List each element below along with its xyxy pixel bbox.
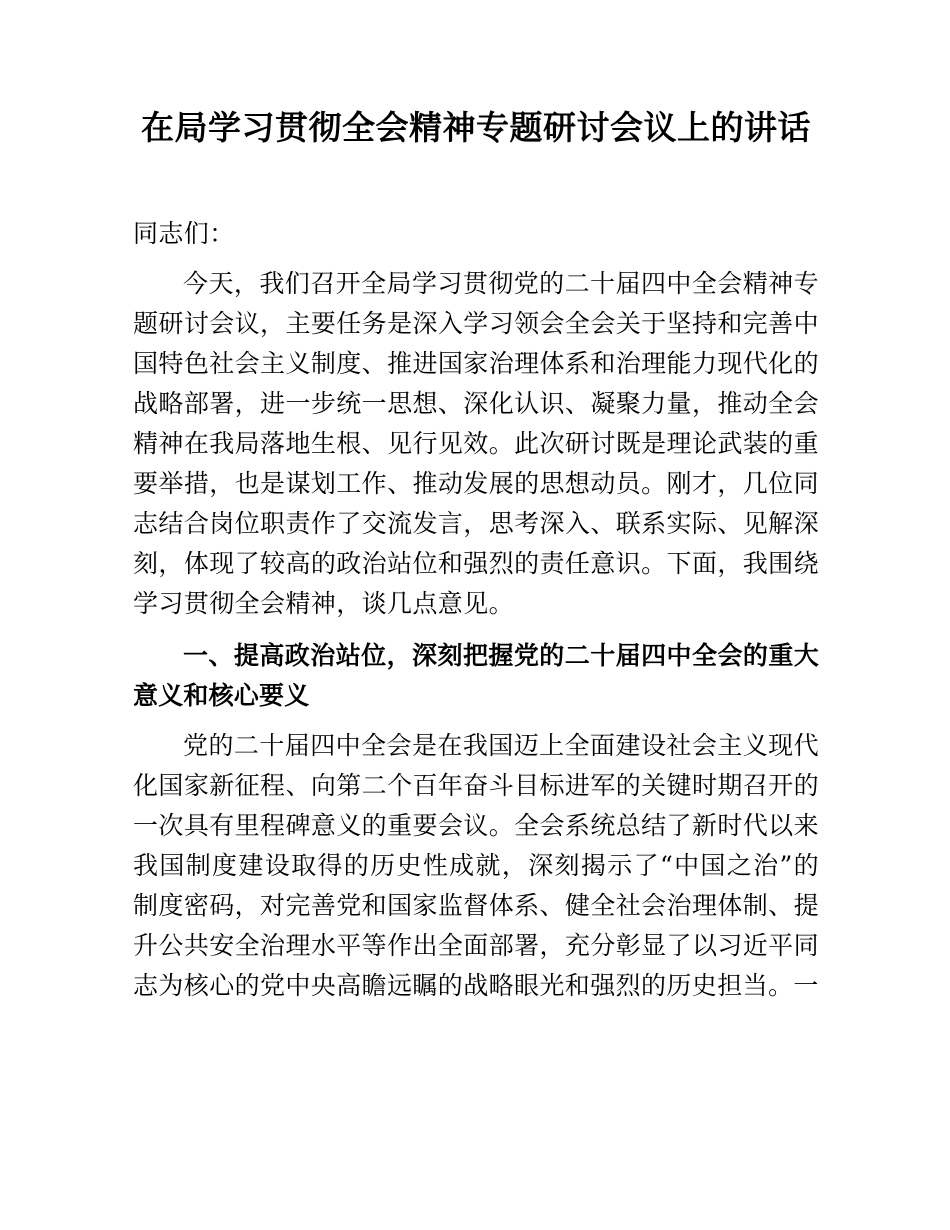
section-heading-1: 一、提高政治站位，深刻把握党的二十届四中全会的重大意义和核心要义 (133, 641, 819, 710)
page-title: 在局学习贯彻全会精神专题研讨会议上的讲话 (141, 108, 811, 147)
salutation: 同志们： (133, 219, 235, 248)
paragraph-section-1-1: 党的二十届四中全会是在我国迈上全面建设社会主义现代化国家新征程、向第二个百年奋斗目标进军的关键时期召开的一次具有里程碑意义的重要会议。全会系统总结了新时代以来我国制度建设取得的历史性成就，深刻揭示了“中国之治”的制度密码，对完善党和国家监督体系、健全社会治理体制、提升公共安全治理水平等作出全面部署，充分彰显了以习近平同志为核心的党中央高瞻远瞩的战略眼光和强烈的历史担当。一 (133, 731, 819, 1000)
paragraph-intro: 今天，我们召开全局学习贯彻党的二十届四中全会精神专题研讨会议，主要任务是深入学习领会全会关于坚持和完善中国特色社会主义制度、推进国家治理体系和治理能力现代化的战略部署，进一步统一思想、深化认识、凝聚力量，推动全会精神在我局落地生根、见行见效。此次研讨既是理论武装的重要举措，也是谋划工作、推动发展的思想动员。刚才，几位同志结合岗位职责作了交流发言，思考深入、联系实际、见解深刻，体现了较高的政治站位和强烈的责任意识。下面，我围绕学习贯彻全会精神，谈几点意见。 (133, 269, 819, 618)
document-content (133, 0, 819, 1006)
